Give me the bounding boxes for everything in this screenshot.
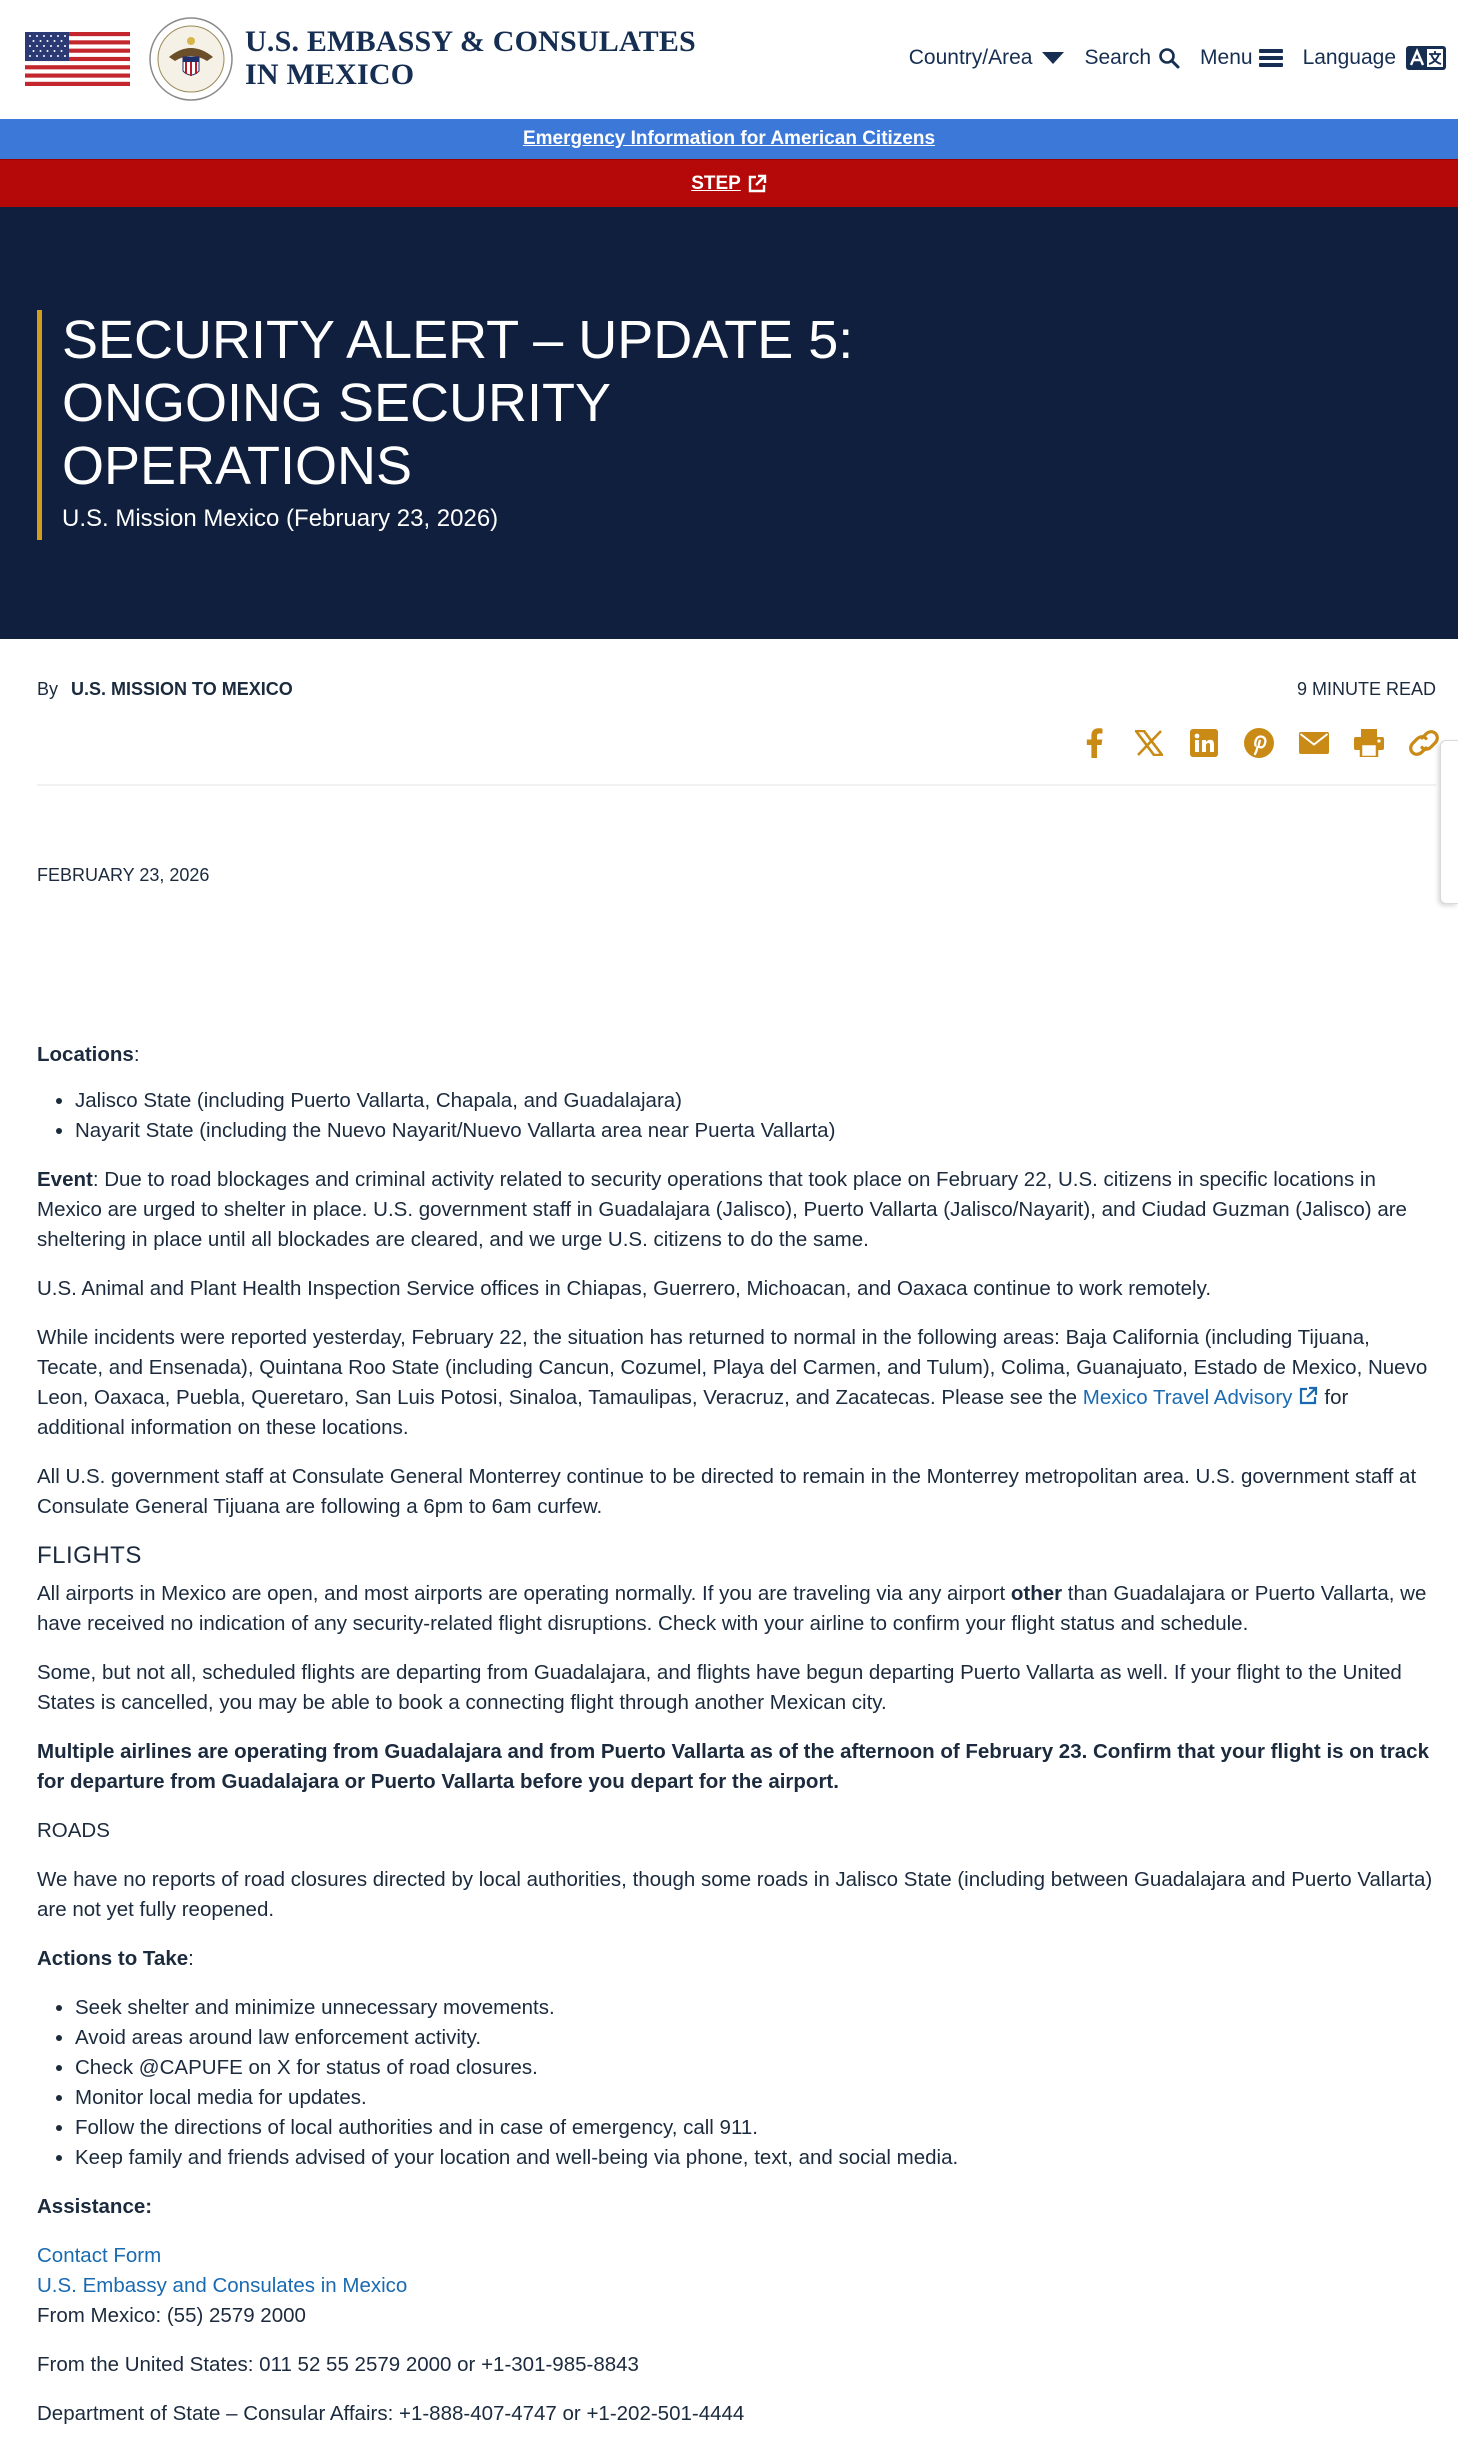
hero-accent-bar (37, 310, 42, 540)
language-button[interactable] (1303, 46, 1446, 70)
page-title: SECURITY ALERT – UPDATE 5: ONGOING SECURITY OPERATIONS (62, 310, 854, 496)
menu-button[interactable] (1200, 46, 1283, 70)
assistance-contacts (37, 2241, 1437, 2331)
read-time: 9 MINUTE READ (1296, 679, 1436, 699)
pinterest-icon[interactable] (1241, 725, 1277, 761)
emergency-info-link[interactable]: Emergency Information for American Citizens (522, 128, 936, 149)
external-link-icon (1298, 1386, 1318, 1406)
travel-advisory-link[interactable]: Mexico Travel Advisory (1082, 1386, 1293, 1409)
feedback-side-tab[interactable] (1440, 740, 1458, 904)
share-toolbar (1076, 725, 1442, 761)
actions-heading: Actions to Take: (37, 1947, 194, 1970)
phone-from-us: From the United States: 011 52 55 2579 2000 or +1-301-985-8843 (37, 2353, 639, 2376)
assistance-heading: Assistance: (37, 2195, 153, 2218)
incidents-text: While incidents were reported yesterday, February 22, the situation has returned to normal in the following areas: Baja California (including Tijuana, Tecate, and Ensenada), Quintana Roo State (including Cancun, Cozumel, Playa del Carmen, and Tulum), Colima, Guanajuato, Estado de Mexico, Nuevo Leon, Oaxaca, Puebla, Queretaro, San Luis Potosi, Sinaloa, Tamaulipas, Veracruz, and Zacatecas. Please see the (37, 1326, 1428, 1409)
department-seal-icon[interactable] (149, 17, 233, 101)
list-item: • Jalisco State (including Puerto Vallarta, Chapala, and Guadalajara) (75, 1086, 1437, 1116)
roads-heading: ROADS (37, 1819, 110, 1842)
page-subtitle: U.S. Mission Mexico (February 23, 2026) (62, 505, 499, 532)
byline-author: U.S. MISSION TO MEXICO (71, 679, 293, 699)
list-item: • Nayarit State (including the Nuevo Nayarit/Nuevo Vallarta area near Puerta Vallarta) (75, 1116, 1437, 1146)
aphis-paragraph: U.S. Animal and Plant Health Inspection Service offices in Chiapas, Guerrero, Michoacan, and Oaxaca continue to work remotely. (37, 1277, 1212, 1300)
locations-heading: Locations: (37, 1043, 140, 1066)
list-item: • Keep family and friends advised of your location and well-being via phone, text, and social media. (75, 2143, 1437, 2173)
incidents-suffix: for additional information on these locations. (37, 1386, 1349, 1439)
linkedin-icon[interactable] (1186, 725, 1222, 761)
step-link[interactable] (691, 173, 767, 195)
x-icon[interactable] (1131, 725, 1167, 761)
email-icon[interactable] (1296, 725, 1332, 761)
site-title[interactable]: U.S. EMBASSY & CONSULATES IN MEXICO (245, 25, 696, 91)
incidents-paragraph (37, 1323, 1437, 1443)
consular-affairs-phone: Department of State – Consular Affairs: +1-888-407-4747 or +1-202-501-4444 (37, 2402, 745, 2425)
flights-heading: FLIGHTS (37, 1542, 142, 1569)
list-item: • Avoid areas around law enforcement activity. (75, 2023, 1437, 2053)
byline-row (37, 639, 1436, 786)
actions-list (37, 1993, 1437, 2173)
step-banner (0, 159, 1458, 207)
caret-down-icon (1042, 51, 1064, 65)
hero (0, 207, 1458, 639)
byline-prefix: By (37, 679, 59, 699)
embassy-link[interactable]: U.S. Embassy and Consulates in Mexico (37, 2274, 408, 2297)
facebook-icon[interactable] (1076, 725, 1112, 761)
list-item: • Monitor local media for updates. (75, 2083, 1437, 2113)
locations-list (37, 1086, 1437, 1146)
emergency-info-banner (0, 119, 1458, 159)
event-label: Event (37, 1168, 93, 1191)
monterrey-paragraph: All U.S. government staff at Consulate General Monterrey continue to be directed to remain in the Monterrey metropolitan area. U.S. government staff at Consulate General Tijuana are following a 6pm to 6am curfew. (37, 1465, 1417, 1518)
search-button[interactable] (1084, 46, 1180, 70)
phone-from-mexico: From Mexico: (55) 2579 2000 (37, 2304, 306, 2327)
country-area-label: Country/Area (908, 46, 1033, 69)
print-icon[interactable] (1351, 725, 1387, 761)
language-label: Language (1302, 46, 1396, 69)
hamburger-icon (1259, 48, 1283, 68)
step-label: STEP (691, 172, 741, 194)
country-area-dropdown[interactable] (909, 46, 1065, 70)
link-icon[interactable] (1406, 725, 1442, 761)
event-text: : Due to road blockages and criminal activity related to security operations that took place on February 22, U.S. citizens in specific locations in Mexico are urged to shelter in place. U.S. government staff in Guadalajara (Jalisco), Puerto Vallarta (Jalisco/Nayarit), and Ciudad Guzman (Jalisco) are sheltering in place until all blockades are cleared, and we urge U.S. citizens to do the same. (37, 1168, 1407, 1251)
utility-nav (909, 46, 1446, 70)
article-date: FEBRUARY 23, 2026 (37, 865, 210, 885)
search-icon (1158, 47, 1180, 69)
airlines-notice: Multiple airlines are operating from Guadalajara and from Puerto Vallarta as of the afternoon of February 23. Confirm that your flight is on track for departure from Guadalajara or Puerto Vallarta before you depart for the airport. (37, 1740, 1429, 1793)
menu-label: Menu (1200, 46, 1253, 69)
translate-icon (1406, 46, 1446, 70)
airports-paragraph: All airports in Mexico are open, and most airports are operating normally. If you are traveling via any airport other than Guadalajara or Puerto Vallarta, we have received no indication of any security-related flight disruptions. Check with your airline to confirm your flight status and schedule. (37, 1582, 1427, 1635)
site-header (0, 0, 1458, 119)
scheduled-flights-paragraph: Some, but not all, scheduled flights are departing from Guadalajara, and flights have begun departing Puerto Vallarta as well. If your flight to the United States is cancelled, you may be able to book a connecting flight through another Mexican city. (37, 1661, 1402, 1714)
byline (37, 679, 293, 700)
list-item: • Follow the directions of local authorities and in case of emergency, call 911. (75, 2113, 1437, 2143)
event-paragraph (37, 1165, 1437, 1255)
list-item: • Check @CAPUFE on X for status of road closures. (75, 2053, 1437, 2083)
list-item: • Seek shelter and minimize unnecessary movements. (75, 1993, 1437, 2023)
us-flag-icon[interactable] (25, 32, 130, 86)
article-body (37, 1040, 1437, 2448)
external-link-icon (747, 174, 767, 194)
search-label: Search (1084, 46, 1152, 69)
roads-paragraph: We have no reports of road closures directed by local authorities, though some roads in Jalisco State (including between Guadalajara and Puerto Vallarta) are not yet fully reopened. (37, 1868, 1433, 1921)
contact-form-link[interactable]: Contact Form (37, 2244, 162, 2267)
